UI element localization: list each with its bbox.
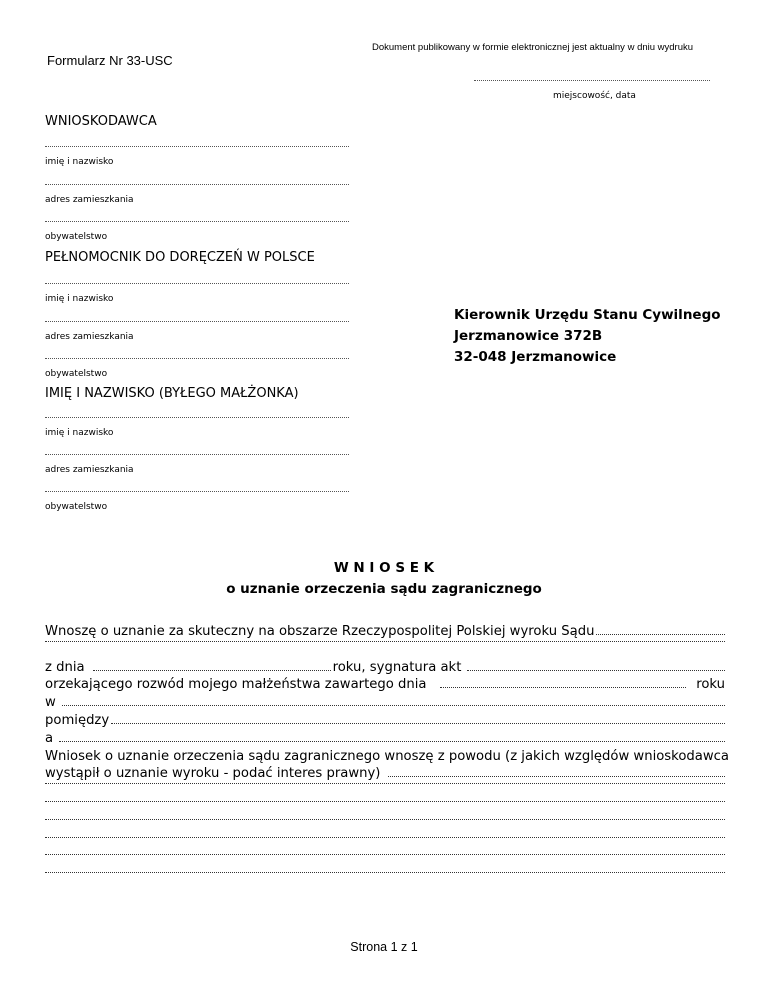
addressee-line-3: 32-048 Jerzmanowice	[454, 349, 617, 365]
party-two-field[interactable]	[59, 741, 725, 742]
reason-field-1[interactable]	[45, 783, 725, 784]
document-notice: Dokument publikowany w formie elektronicznej jest aktualny w dniu wydruku	[372, 42, 694, 53]
reason-field-6[interactable]	[45, 872, 725, 873]
place-date-line	[474, 80, 710, 81]
body-text-in: w	[45, 695, 56, 711]
reason-field-4[interactable]	[45, 837, 725, 838]
applicant-address-label: adres zamieszkania	[45, 195, 134, 205]
marriage-place-field[interactable]	[62, 705, 725, 706]
spouse-citizenship-label: obywatelstwo	[45, 502, 108, 512]
body-line-continuation	[45, 641, 725, 659]
legal-interest-field[interactable]	[388, 776, 725, 777]
body-text-between: pomiędzy	[45, 712, 110, 728]
reason-line	[45, 819, 725, 837]
applicant-citizenship-line[interactable]	[45, 221, 349, 222]
place-date-label: miejscowość, data	[553, 91, 636, 101]
court-field-continued[interactable]	[45, 641, 725, 642]
court-field[interactable]	[596, 634, 725, 635]
body-text-date: z dnia	[45, 659, 85, 675]
body-text-marriage: orzekającego rozwód mojego małżeństwa zawartego dnia	[45, 677, 427, 693]
addressee-block	[454, 305, 721, 368]
party-one-field[interactable]	[111, 723, 725, 724]
applicant-citizenship-label: obywatelstwo	[45, 232, 108, 242]
reason-field-5[interactable]	[45, 854, 725, 855]
reason-field-2[interactable]	[45, 801, 725, 802]
judgment-date-field[interactable]	[93, 670, 331, 671]
form-number: Formularz Nr 33-USC	[47, 53, 173, 68]
spouse-name-line[interactable]	[45, 417, 349, 418]
attorney-name-label: imię i nazwisko	[45, 294, 114, 304]
reason-line	[45, 783, 725, 801]
applicant-heading: WNIOSKODAWCA	[45, 114, 157, 129]
applicant-name-label: imię i nazwisko	[45, 157, 114, 167]
body-text-legal-interest: wystąpił o uznanie wyroku - podać interes prawny)	[45, 766, 381, 782]
reason-field-3[interactable]	[45, 819, 725, 820]
spouse-citizenship-line[interactable]	[45, 491, 349, 492]
body-line-between	[45, 712, 725, 730]
body-text-year: roku	[696, 677, 725, 693]
body-line-court	[45, 623, 725, 641]
attorney-citizenship-line[interactable]	[45, 358, 349, 359]
body-line-legal-interest	[45, 765, 725, 783]
body-line-place	[45, 694, 725, 712]
marriage-date-field[interactable]	[440, 687, 686, 688]
body-text-reason: Wniosek o uznanie orzeczenia sądu zagranicznego wnoszę z powodu (z jakich względów wnioskodawca	[45, 748, 729, 764]
attorney-address-label: adres zamieszkania	[45, 332, 134, 342]
body-line-and	[45, 730, 725, 748]
attorney-name-line[interactable]	[45, 283, 349, 284]
reason-line	[45, 872, 725, 890]
reason-line	[45, 837, 725, 855]
applicant-name-line[interactable]	[45, 146, 349, 147]
addressee-line-1: Kierownik Urzędu Stanu Cywilnego	[454, 307, 721, 323]
body-line-date	[45, 659, 725, 677]
addressee-line-2: Jerzmanowice 372B	[454, 328, 603, 344]
reason-line	[45, 854, 725, 872]
document-title: W N I O S E K	[333, 560, 435, 576]
document-subtitle: o uznanie orzeczenia sądu zagranicznego	[226, 581, 542, 597]
spouse-heading: IMIĘ I NAZWISKO (BYŁEGO MAŁŻONKA)	[45, 386, 299, 401]
spouse-address-label: adres zamieszkania	[45, 465, 134, 475]
attorney-address-line[interactable]	[45, 321, 349, 322]
spouse-address-line[interactable]	[45, 454, 349, 455]
case-signature-field[interactable]	[467, 670, 725, 671]
body-text-court: Wnoszę o uznanie za skuteczny na obszarze Rzeczypospolitej Polskiej wyroku Sądu	[45, 624, 595, 639]
body-line-reason-intro	[45, 748, 729, 766]
attorney-heading: PEŁNOMOCNIK DO DORĘCZEŃ W POLSCE	[45, 250, 315, 265]
spouse-name-label: imię i nazwisko	[45, 428, 114, 438]
reason-line	[45, 801, 725, 819]
body-line-marriage	[45, 676, 725, 694]
applicant-address-line[interactable]	[45, 184, 349, 185]
page-number: Strona 1 z 1	[350, 940, 418, 954]
body-text-and: a	[45, 730, 54, 746]
request-body	[45, 623, 729, 890]
body-text-signature: roku, sygnatura akt	[332, 659, 462, 675]
attorney-citizenship-label: obywatelstwo	[45, 369, 108, 379]
